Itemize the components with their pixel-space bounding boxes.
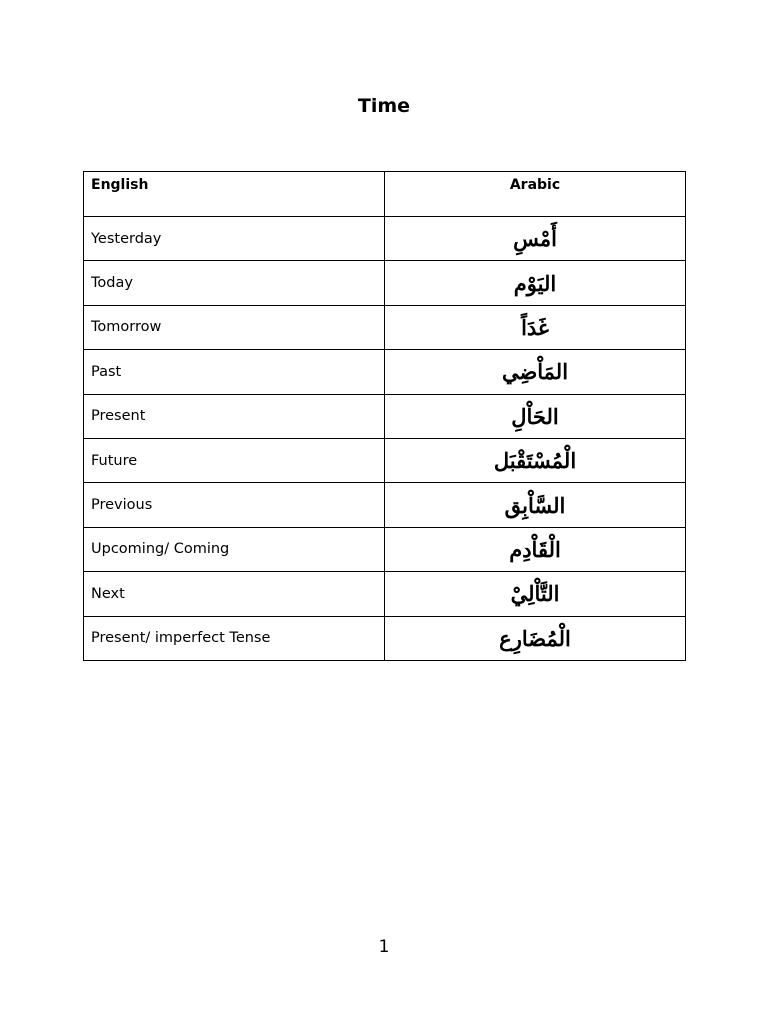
english-word: Next bbox=[84, 572, 385, 616]
english-word: Present bbox=[84, 394, 385, 438]
arabic-word: السَّاْبِق bbox=[385, 483, 686, 527]
page-number: 1 bbox=[378, 937, 390, 957]
table-row bbox=[84, 261, 686, 305]
english-word: Tomorrow bbox=[84, 305, 385, 349]
header-english: English bbox=[84, 172, 385, 217]
english-word: Present/ imperfect Tense bbox=[84, 616, 385, 660]
arabic-word: المَاْضِي bbox=[385, 350, 686, 394]
arabic-word: اليَوْم bbox=[385, 261, 686, 305]
english-word: Upcoming/ Coming bbox=[84, 527, 385, 571]
arabic-word: الْمُسْتَقْبَل bbox=[385, 438, 686, 482]
english-word: Today bbox=[84, 261, 385, 305]
arabic-word: الْمُضَارِع bbox=[385, 616, 686, 660]
table-row bbox=[84, 305, 686, 349]
arabic-word: غَدَاً bbox=[385, 305, 686, 349]
english-word: Future bbox=[84, 438, 385, 482]
english-word: Previous bbox=[84, 483, 385, 527]
arabic-word: الحَاْلِ bbox=[385, 394, 686, 438]
table-row bbox=[84, 527, 686, 571]
arabic-word: الْقَاْدِم bbox=[385, 527, 686, 571]
english-word: Yesterday bbox=[84, 217, 385, 261]
table-row bbox=[84, 572, 686, 616]
table-row bbox=[84, 483, 686, 527]
table-row bbox=[84, 217, 686, 261]
arabic-word: أَمْسِ bbox=[385, 217, 686, 261]
table-header-row bbox=[84, 172, 686, 217]
arabic-word: التَّاْلِيْ bbox=[385, 572, 686, 616]
page-title: Time bbox=[357, 95, 411, 117]
table-row bbox=[84, 350, 686, 394]
english-word: Past bbox=[84, 350, 385, 394]
vocabulary-table bbox=[83, 171, 686, 661]
table-row bbox=[84, 394, 686, 438]
table-row bbox=[84, 616, 686, 660]
table-row bbox=[84, 438, 686, 482]
header-arabic: Arabic bbox=[385, 172, 686, 217]
